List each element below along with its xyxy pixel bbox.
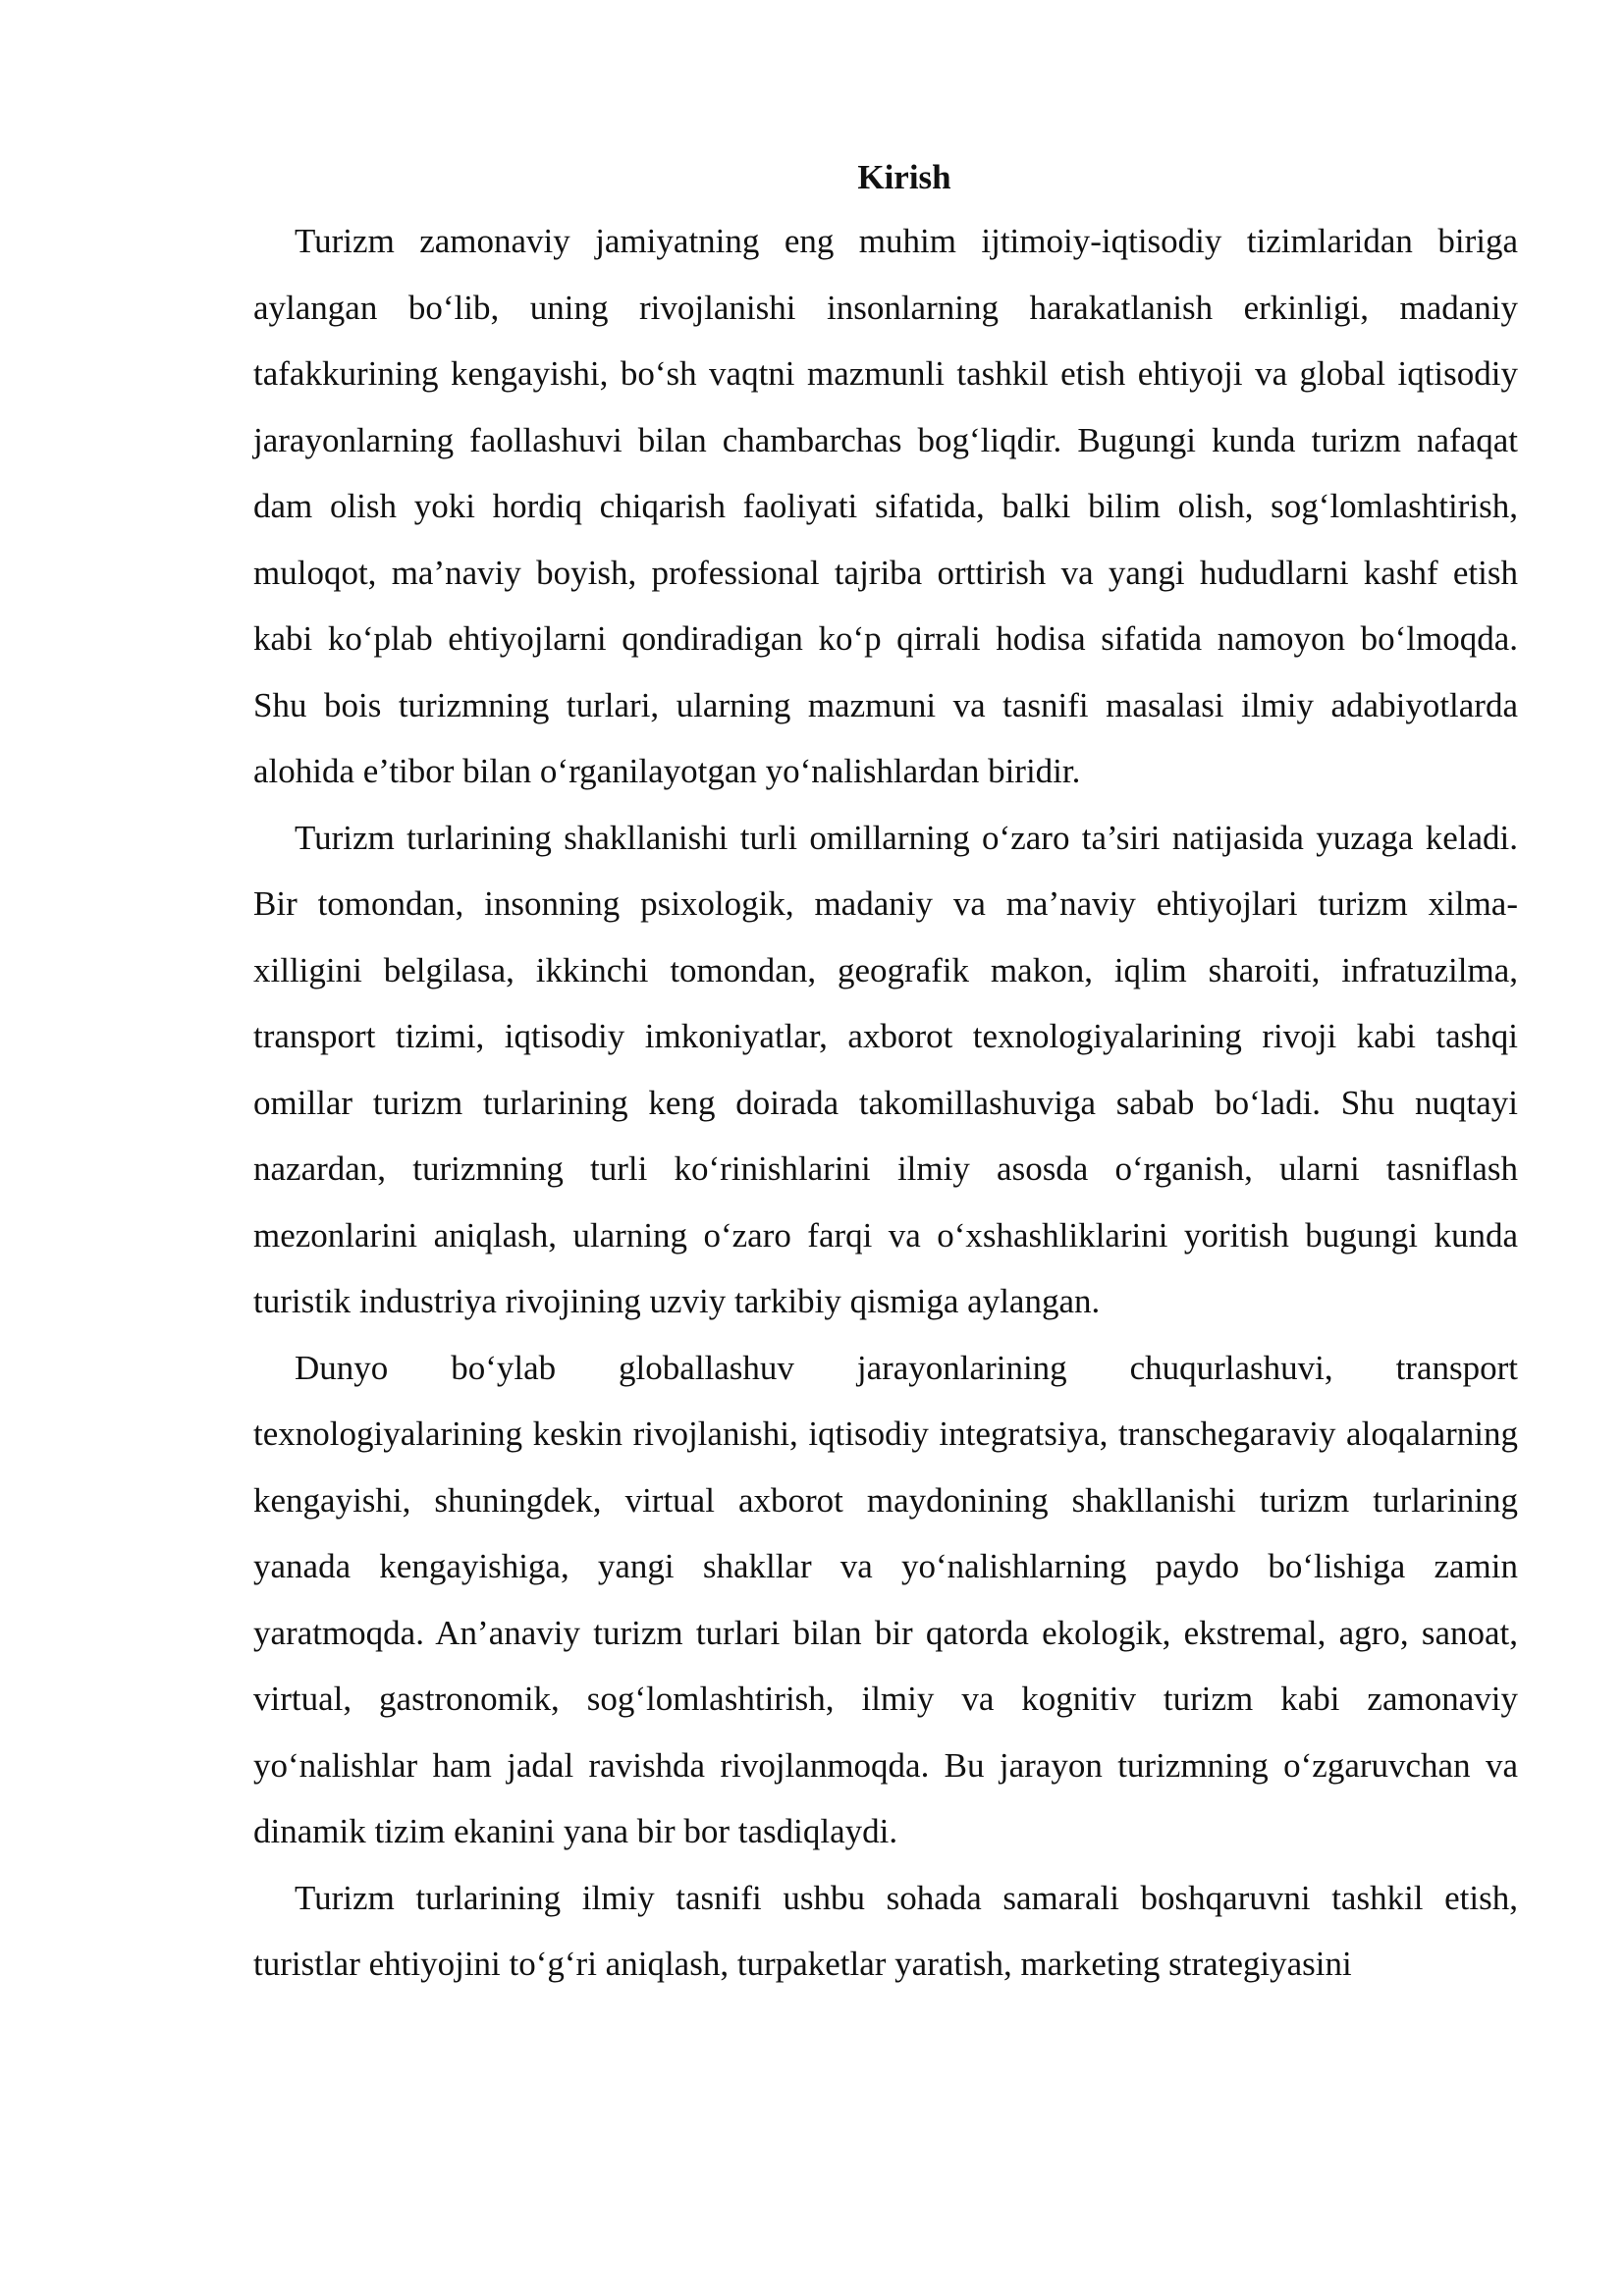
paragraph-2: Turizm turlarining shakllanishi turli omillarning o‘zaro ta’siri natijasida yuzaga keladi. Bir tomondan, insonning psixologik, madaniy va ma’naviy ehtiyojlari turizm xilma-xilligini belgilasa, ikkinchi tomondan, geografik makon, iqlim sharoiti, infratuzilma, transport tizimi, iqtisodiy imkoniyatlar, axborot texnologiyalarining rivoji kabi tashqi omillar turizm turlarining keng doirada takomillashuviga sabab bo‘ladi. Shu nuqtayi nazardan, turizmning turli ko‘rinishlarini ilmiy asosda o‘rganish, ularni tasniflash mezonlarini aniqlash, ularning o‘zaro farqi va o‘xshashliklarini yoritish bugungi kunda turistik industriya rivojining uzviy tarkibiy qismiga aylangan. xyxy=(253,818,1518,1320)
paragraph-4: Turizm turlarining ilmiy tasnifi ushbu sohada samarali boshqaruvni tashkil etish, turistlar ehtiyojini to‘g‘ri aniqlash, turpaketlar yaratish, marketing strategiyasini xyxy=(253,1878,1518,1983)
paragraph-1: Turizm zamonaviy jamiyatning eng muhim ijtimoiy-iqtisodiy tizimlaridan biriga aylangan bo‘lib, uning rivojlanishi insonlarning harakatlanish erkinligi, madaniy tafakkurining kengayishi, bo‘sh vaqtni mazmunli tashkil etish ehtiyoji va global iqtisodiy jarayonlarning faollashuvi bilan chambarchas bog‘liqdir. Bugungi kunda turizm nafaqat dam olish yoki hordiq chiqarish faoliyati sifatida, balki bilim olish, sog‘lomlashtirish, muloqot, ma’naviy boyish, professional tajriba orttirish va yangi hududlarni kashf etish kabi ko‘plab ehtiyojlarni qondiradigan ko‘p qirrali hodisa sifatida namoyon bo‘lmoqda. Shu bois turizmning turlari, ularning mazmuni va tasnifi masalasi ilmiy adabiyotlarda alohida e’tibor bilan o‘rganilayotgan yo‘nalishlardan biridir. xyxy=(253,222,1518,790)
paragraph-3: Dunyo bo‘ylab globallashuv jarayonlarining chuqurlashuvi, transport texnologiyalarining keskin rivojlanishi, iqtisodiy integratsiya, transchegaraviy aloqalarning kengayishi, shuningdek, virtual axborot maydonining shakllanishi turizm turlarining yanada kengayishiga, yangi shakllar va yo‘nalishlarning paydo bo‘lishiga zamin yaratmoqda. An’anaviy turizm turlari bilan bir qatorda ekologik, ekstremal, agro, sanoat, virtual, gastronomik, sog‘lomlashtirish, ilmiy va kognitiv turizm kabi zamonaviy yo‘nalishlar ham jadal ravishda rivojlanmoqda. Bu jarayon turizmning o‘zgaruvchan va dinamik tizim ekanini yana bir bor tasdiqlaydi. xyxy=(253,1348,1518,1850)
document-body xyxy=(253,147,1518,1998)
page-title: Kirish xyxy=(857,158,951,196)
